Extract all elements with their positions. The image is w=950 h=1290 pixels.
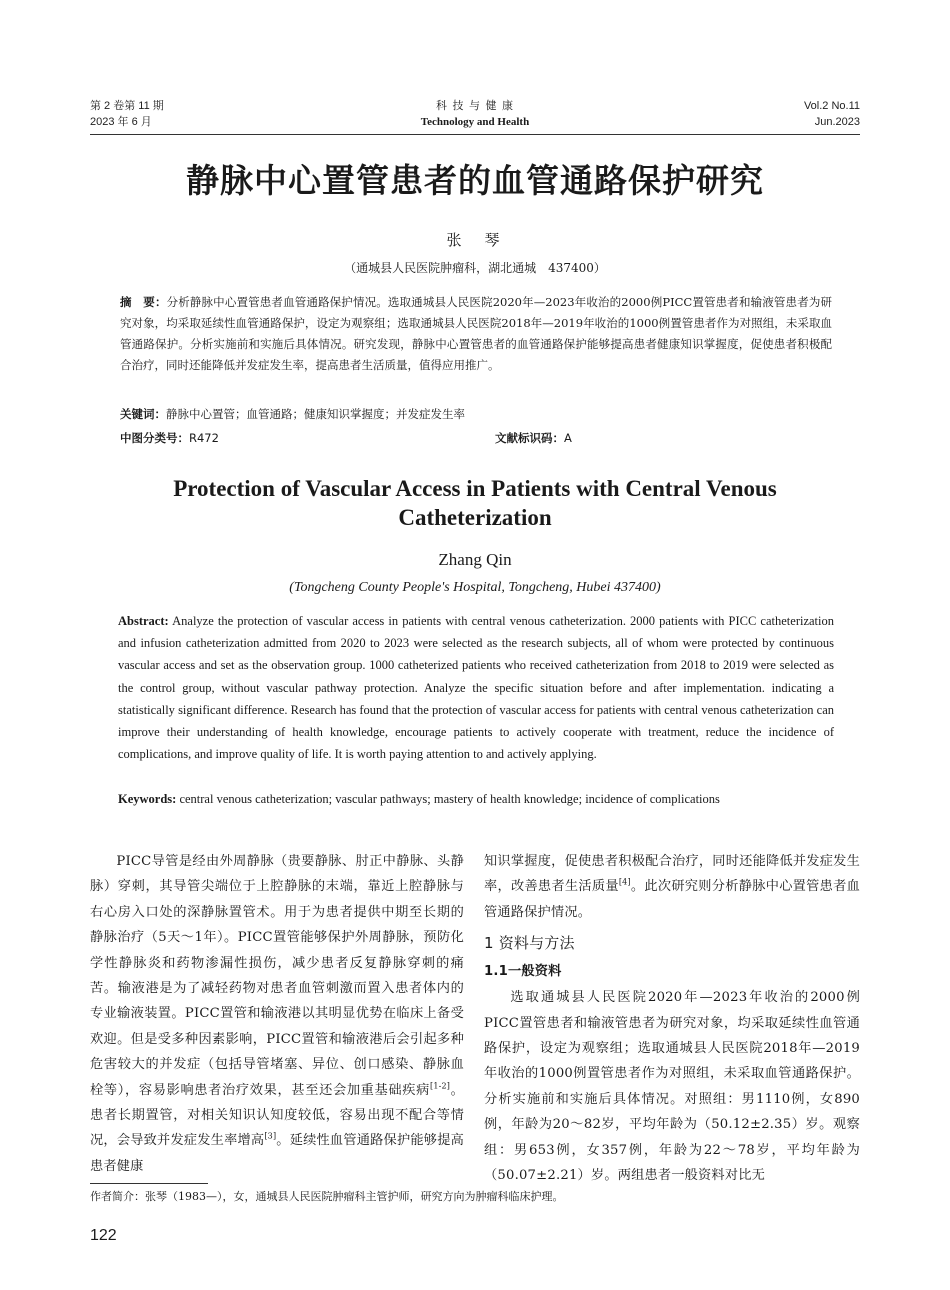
classification-cn xyxy=(120,428,219,449)
journal-name-cn: 科 技 与 健 康 xyxy=(436,99,514,112)
abstract-label-cn: 摘 要： xyxy=(120,295,167,309)
citation: [4] xyxy=(618,878,631,888)
citation: [1-2] xyxy=(430,1081,451,1091)
class-value: R472 xyxy=(189,431,219,445)
journal-name-en: Technology and Health xyxy=(420,116,530,128)
body-text: 。此次研究则分析静脉中心置管患者血管通路保护情况。 xyxy=(484,879,861,920)
subsection-heading: 1.1一般资料 xyxy=(484,964,562,980)
author-footnote: 作者简介：张琴（1983—），女，通城县人民医院肿瘤科主管护师，研究方向为肿瘤科临床护理。 xyxy=(90,1190,564,1203)
header-volume: 第 2 卷第 11 期 xyxy=(90,100,164,112)
body-text: 知识掌握度，促使患者积极配合治疗，同时还能降低并发症发生率，改善患者生活质量 xyxy=(484,854,860,895)
body-text: PICC导管是经由外周静脉（贵要静脉、肘正中静脉、头静脉）穿刺，其导管尖端位于上腔静脉的末端，靠近上腔静脉与右心房入口处的深静脉置管术。用于为患者提供中期至长期的静脉治疗（5天～1年）。PICC置管能够保护外周静脉，预防化学性静脉炎和药物渗漏性损伤，减少患者反复静脉穿刺的痛苦。输液港是为了减轻药物对患者血管刺激而置入患者体内的专业输液装置。PICC置管和输液港以其明显优势在临床上备受欢迎。但是受多种因素影响，PICC置管和输液港后会引起多种危害较大的并发症（包括导管堵塞、异位、创口感染、静脉血栓等），容易影响患者治疗效果，甚至还会加重基础疾病 xyxy=(90,854,464,1098)
affiliation-en: (Tongcheng County People's Hospital, Tongcheng, Hubei 437400) xyxy=(289,580,661,595)
header-rule xyxy=(90,134,860,135)
header-right xyxy=(660,98,860,130)
header-volume-en: Vol.2 No.11 xyxy=(803,100,860,112)
keywords-label-en: Keywords: xyxy=(118,792,177,806)
abstract-cn xyxy=(120,292,832,376)
body-text: 。延续性血管通路保护能够提高患者健康 xyxy=(90,1133,464,1174)
affiliation-cn: （通城县人民医院肿瘤科，湖北通城 437400） xyxy=(344,261,606,275)
body-paragraph xyxy=(90,849,464,1179)
abstract-en xyxy=(118,610,834,765)
footnote-rule xyxy=(90,1183,208,1184)
body-right-column xyxy=(484,849,860,1188)
doc-label: 文献标识码： xyxy=(495,431,564,445)
author-en: Zhang Qin xyxy=(438,550,512,569)
paper-title-en: Protection of Vascular Access in Patients with Central Venous Catheterization xyxy=(173,476,777,530)
body-text: 。患者长期置管，对相关知识认知度较低，容易出现不配合等情况，会导致并发症发生率增高 xyxy=(90,1082,464,1149)
header-date: 2023 年 6 月 xyxy=(90,116,152,128)
abstract-text-en: Analyze the protection of vascular access in patients with central venous catheterization. 2000 patients with PICC catheterization and infusion catheterization admitted from 2020 to 2023 were selected as the research subjects, all of whom were protected by continuous vascular access and set as the observation group. 1000 catheterized patients who received catheterization from 2018 to 2019 were selected as the control group, without vascular pathway protection. Analyze the specific situation before and after implementation. indicating a statistically significant difference. Research has found that the protection of vascular access for patients with central venous catheterization can improve their understanding of health knowledge, encourage patients to actively cooperate with treatment, reduce the incidence of complications, and improve quality of life. It is worth paying attention to and actively applying. xyxy=(118,614,834,762)
doc-value: A xyxy=(564,431,572,445)
keywords-cn xyxy=(120,404,832,425)
keywords-text-en: central venous catheterization; vascular pathways; mastery of health knowledge; incidence of complications xyxy=(179,792,720,806)
abstract-text-cn: 分析静脉中心置管患者血管通路保护情况。选取通城县人民医院2020年—2023年收治的2000例PICC置管患者和输液管患者为研究对象，均采取延续性血管通路保护，设定为观察组；选取通城县人民医院2018年—2019年收治的1000例置管患者作为对照组，未采取血管通路保护。分析实施前和实施后具体情况。研究发现，静脉中心置管患者的血管通路保护能够提高患者健康知识掌握度，促使患者积极配合治疗，同时还能降低并发症发生率，提高患者生活质量，值得应用推广。 xyxy=(120,295,832,372)
paper-title-cn: 静脉中心置管患者的血管通路保护研究 xyxy=(186,161,764,200)
class-label: 中图分类号： xyxy=(120,431,189,445)
body-paragraph: 选取通城县人民医院2020年—2023年收治的2000例PICC置管患者和输液管患者为研究对象，均采取延续性血管通路保护，设定为观察组；选取通城县人民医院2018年—2019年收治的1000例置管患者作为对照组，未采取血管通路保护。分析实施前和实施后具体情况。对照组：男1110例，女890例，年龄为20～82岁，平均年龄为（50.12±2.35）岁。观察组：男653例，女357例，年龄为22～78岁，平均年龄为（50.07±2.21）岁。两组患者一般资料对比无 xyxy=(484,990,860,1184)
header-date-en: Jun.2023 xyxy=(814,116,860,128)
section-heading: 1 资料与方法 xyxy=(484,934,575,953)
author-cn: 张 琴 xyxy=(446,231,504,249)
keywords-text-cn: 静脉中心置管；血管通路；健康知识掌握度；并发症发生率 xyxy=(166,407,465,421)
keywords-label-cn: 关键词： xyxy=(120,407,166,421)
body-left-column xyxy=(90,849,464,1179)
keywords-en xyxy=(118,788,834,810)
citation: [3] xyxy=(264,1132,277,1142)
header-center xyxy=(325,98,625,130)
header-left xyxy=(90,98,164,130)
body-paragraph xyxy=(484,849,860,925)
abstract-label-en: Abstract: xyxy=(118,614,169,628)
document-code-cn xyxy=(495,428,572,449)
page-number: 122 xyxy=(90,1227,117,1244)
